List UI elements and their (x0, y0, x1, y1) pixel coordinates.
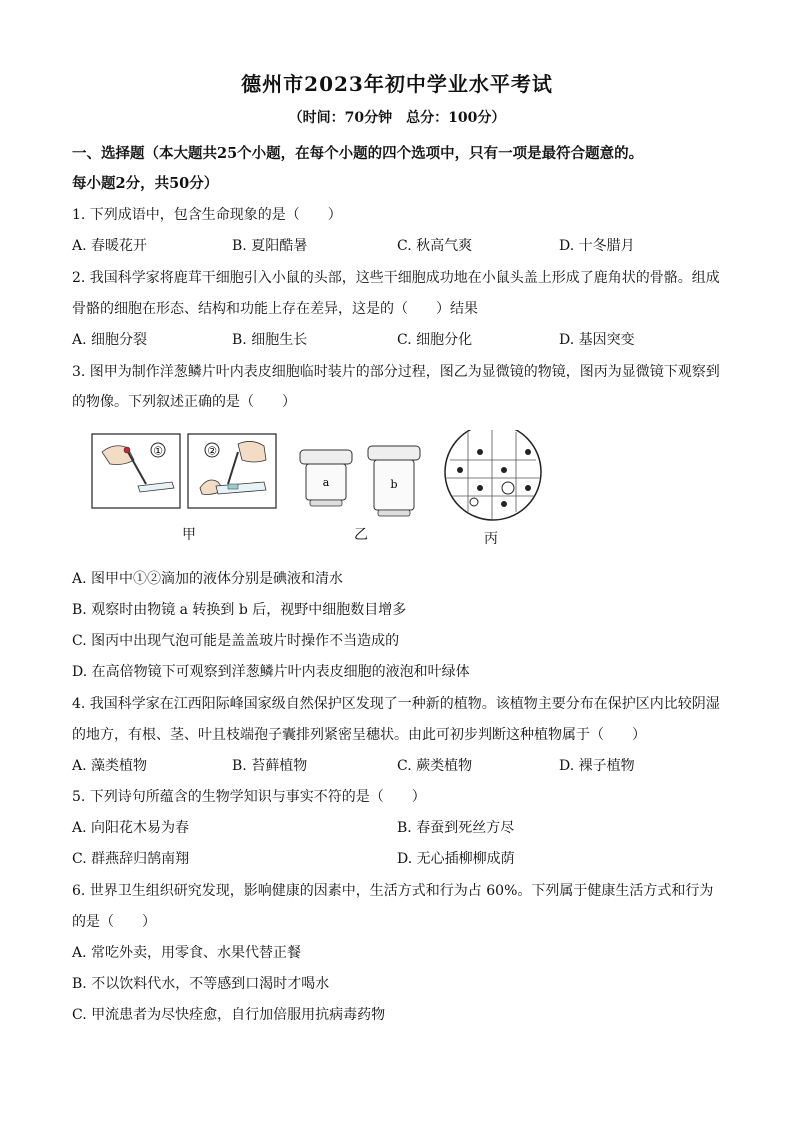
air-bubble (502, 482, 514, 494)
section-header-line1: 一、选择题（本大题共25个小题，在每个小题的四个选项中，只有一项是最符合题意的。 (72, 145, 644, 162)
q1-stem: 1. 下列成语中，包含生命现象的是（ ） (72, 207, 342, 223)
q2-option-c: C. 细胞分化 (397, 332, 473, 348)
q3-option-b: B. 观察时由物镜 a 转换到 b 后，视野中细胞数目增多 (72, 602, 407, 618)
q1-option-c: C. 秋高气爽 (397, 238, 473, 254)
q4-stem-line1: 4. 我国科学家在江西阳际峰国家级自然保护区发现了一种新的植物。该植物主要分布在保护区内比较阴湿 (72, 696, 720, 712)
microscope-view (445, 430, 541, 520)
air-bubble (470, 498, 478, 506)
q6-stem-line2: 的是（ ） (72, 914, 156, 930)
q6-option-c: C. 甲流患者为尽快痊愈，自行加倍服用抗病毒药物 (72, 1007, 386, 1023)
section-header-line2: 每小题2分，共50分） (72, 175, 219, 192)
q3-option-c: C. 图丙中出现气泡可能是盖盖玻片时操作不当造成的 (72, 633, 400, 649)
jia-step2-panel (188, 434, 276, 508)
jia-step1-panel (92, 434, 180, 508)
objective-lens-b (368, 446, 420, 516)
q2-option-d: D. 基因突变 (559, 332, 635, 348)
step1-number: ① (153, 444, 163, 458)
figure-label-jia: 甲 (182, 527, 196, 543)
exam-title: 德州市2023年初中学业水平考试 (241, 72, 553, 96)
q1-option-b: B. 夏阳酷暑 (232, 238, 308, 254)
exam-subtitle: （时间：70分钟 总分：100分） (288, 110, 506, 126)
q6-stem-line1: 6. 世界卫生组织研究发现，影响健康的因素中，生活方式和行为占 60%。下列属于健康生活方式和行为 (72, 883, 714, 899)
q5-option-d: D. 无心插柳柳成荫 (397, 851, 515, 867)
q4-option-c: C. 蕨类植物 (397, 758, 473, 774)
q5-option-b: B. 春蚕到死丝方尽 (397, 820, 515, 836)
objective-lens-a (300, 450, 352, 506)
q3-figure (88, 430, 548, 550)
q1-option-d: D. 十冬腊月 (559, 238, 635, 254)
q5-option-c: C. 群燕辞归鹄南翔 (72, 851, 190, 867)
q1-option-a: A. 春暖花开 (72, 238, 148, 254)
q6-option-b: B. 不以饮料代水，不等感到口渴时才喝水 (72, 976, 330, 992)
lens-b-label: b (390, 478, 398, 491)
lens-a-label: a (322, 476, 330, 489)
q4-stem-line2: 的地方，有根、茎、叶且枝端孢子囊排列紧密呈穗状。由此可初步判断这种植物属于（ ） (72, 727, 646, 743)
q5-stem: 5. 下列诗句所蕴含的生物学知识与事实不符的是（ ） (72, 789, 426, 805)
q4-option-d: D. 裸子植物 (559, 758, 635, 774)
q3-stem-line1: 3. 图甲为制作洋葱鳞片叶内表皮细胞临时装片的部分过程，图乙为显微镜的物镜，图丙为显微镜下观察到 (72, 364, 720, 380)
q3-option-d: D. 在高倍物镜下可观察到洋葱鳞片叶内表皮细胞的液泡和叶绿体 (72, 664, 470, 680)
q3-option-a: A. 图甲中①②滴加的液体分别是碘液和清水 (72, 571, 344, 587)
q3-stem-line2: 的物像。下列叙述正确的是（ ） (72, 394, 296, 410)
q3-figure-illustration (88, 430, 548, 550)
q4-option-b: B. 苔藓植物 (232, 758, 308, 774)
q2-stem-line1: 2. 我国科学家将鹿茸干细胞引入小鼠的头部，这些干细胞成功地在小鼠头盖上形成了鹿角状的骨骼。组成 (72, 270, 720, 286)
q4-option-a: A. 藻类植物 (72, 758, 148, 774)
figure-label-bing: 丙 (484, 531, 498, 547)
q6-option-a: A. 常吃外卖，用零食、水果代替正餐 (72, 945, 302, 961)
q5-option-a: A. 向阳花木易为春 (72, 820, 190, 836)
q2-option-a: A. 细胞分裂 (72, 332, 148, 348)
q2-option-b: B. 细胞生长 (232, 332, 308, 348)
figure-label-yi: 乙 (354, 527, 368, 543)
q2-stem-line2: 骨骼的细胞在形态、结构和功能上存在差异，这是的（ ）结果 (72, 301, 478, 317)
hand-icon (238, 441, 266, 462)
step2-number: ② (207, 444, 217, 458)
